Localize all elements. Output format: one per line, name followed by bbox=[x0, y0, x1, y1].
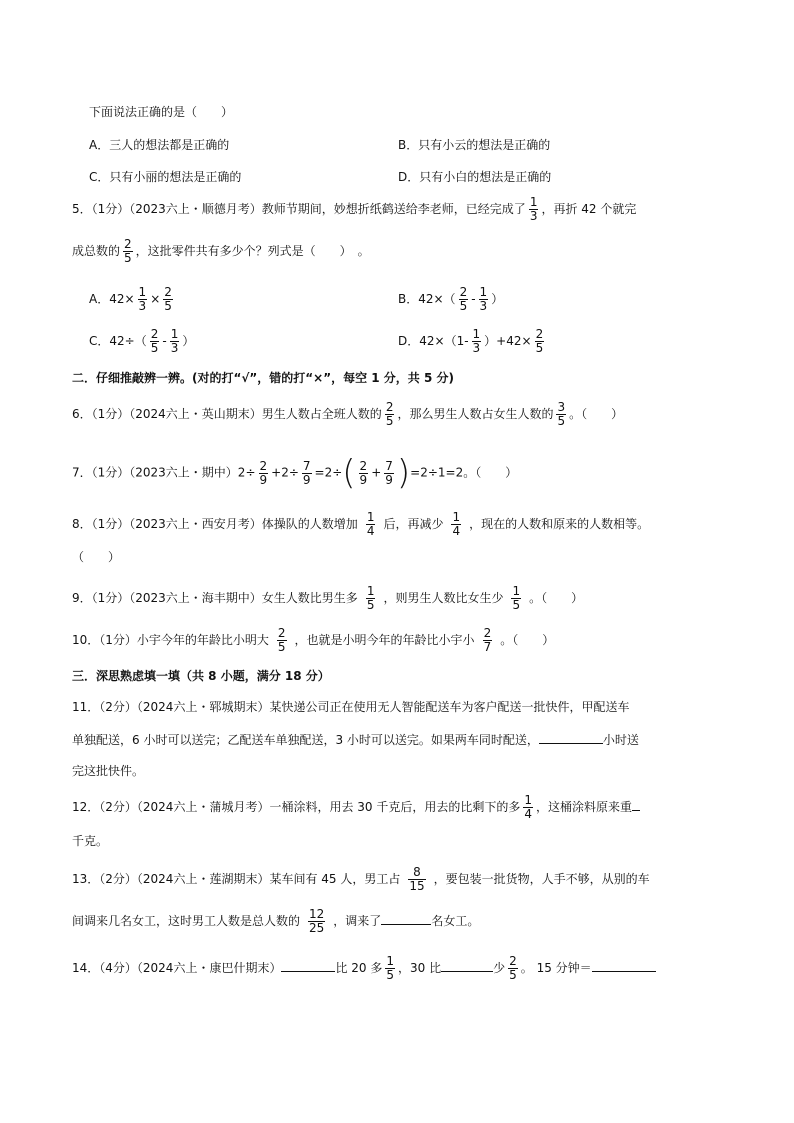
option-b[interactable]: B．只有小云的想法是正确的 bbox=[398, 138, 551, 152]
option-c[interactable]: C．只有小丽的想法是正确的 bbox=[89, 170, 242, 184]
answer-blank[interactable] bbox=[632, 798, 640, 811]
question-5-line1: 5．（1分）（2023六上・顺德月考）教师节期间，妙想折纸鹤送给李老师，已经完成了 $\frac{1}{3}$ ，再折 42 个就完 bbox=[72, 195, 637, 223]
option-d[interactable]: D．只有小白的想法是正确的 bbox=[398, 170, 552, 184]
section-2-title: 二．仔细推敲辨一辨。(对的打“√”，错的打“×”，每空 1 分，共 5 分) bbox=[72, 371, 454, 385]
q5-option-a[interactable]: A．42× $\frac{1}{3}$ × $\frac{2}{5}$ bbox=[89, 285, 172, 313]
question-14: 14．（4分）（2024六上・康巴什期末） 比 20 多 $\frac{1}{5}$ ，30 比 少 $\frac{2}{5}$ 。 15 分钟＝ bbox=[72, 955, 656, 982]
question-11-line1: 11．（2分）（2024六上・郓城期末）某快递公司正在使用无人智能配送车为客户配送一批快件，甲配送车 bbox=[72, 700, 630, 714]
option-a[interactable]: A．三人的想法都是正确的 bbox=[89, 138, 230, 152]
question-11-line3: 完这批快件。 bbox=[72, 764, 145, 778]
answer-blank[interactable] bbox=[281, 959, 335, 972]
q5-option-d[interactable]: D．42×（1- $\frac{1}{3}$ ）+42× $\frac{2}{5}$ bbox=[398, 327, 544, 355]
question-6: 6．（1分）（2024六上・英山期末）男生人数占全班人数的 $\frac{2}{5}$ ，那么男生人数占女生人数的 $\frac{3}{5}$ 。（ ） bbox=[72, 400, 624, 428]
question-13-line2: 间调来几名女工，这时男工人数是总人数的 $\frac{12}{25}$ ，调来了 名女工。 bbox=[72, 907, 480, 935]
answer-blank[interactable] bbox=[381, 912, 431, 925]
q5-option-b[interactable]: B．42×（ $\frac{2}{5}$ - $\frac{1}{3}$ ） bbox=[398, 285, 504, 313]
fraction: $\frac{2}{5}$ bbox=[124, 237, 132, 265]
answer-blank[interactable] bbox=[441, 959, 493, 972]
question-8: 8．（1分）（2023六上・西安月考）体操队的人数增加 $\frac{1}{4}$ 后，再减少 $\frac{1}{4}$ ，现在的人数和原来的人数相等。 bbox=[72, 510, 650, 538]
question-13-line1: 13．（2分）（2024六上・莲湖期末）某车间有 45 人，男工占 $\frac{8}{15}$ ，要包装一批货物，人手不够，从别的车 bbox=[72, 865, 650, 893]
question-5-line2: 成总数的 $\frac{2}{5}$ ，这批零件共有多少个？列式是（ ） 。 bbox=[72, 237, 370, 265]
question-12-line2: 千克。 bbox=[72, 834, 109, 848]
question-10: 10．（1分）小宇今年的年龄比小明大 $\frac{2}{5}$ ，也就是小明今年的年龄比小宇小 $\frac{2}{7}$ 。（ ） bbox=[72, 626, 555, 654]
question-11-line2: 单独配送，6 小时可以送完；乙配送车单独配送，3 小时可以送完。如果两车同时配送， 小时送 bbox=[72, 733, 639, 747]
answer-blank[interactable] bbox=[539, 731, 603, 744]
answer-blank[interactable] bbox=[592, 959, 656, 972]
question-stem: 下面说法正确的是（ ） bbox=[89, 105, 234, 119]
fraction: $\frac{1}{3}$ bbox=[529, 195, 538, 223]
q5-option-c[interactable]: C．42÷（ $\frac{2}{5}$ - $\frac{1}{3}$ ） bbox=[89, 327, 195, 355]
section-3-title: 三．深思熟虑填一填（共 8 小题，满分 18 分） bbox=[72, 669, 330, 683]
question-7: 7．（1分）（2023六上・期中）2÷ $\frac{2}{9}$ +2÷ $\frac{7}{9}$ =2÷( $\frac{2}{9}$ + $\frac{7}{9}$ )=2÷1=2。（ ） bbox=[72, 453, 518, 493]
question-9: 9．（1分）（2023六上・海丰期中）女生人数比男生多 $\frac{1}{5}$ ，则男生人数比女生少 $\frac{1}{5}$ 。（ ） bbox=[72, 584, 584, 612]
question-12: 12．（2分）（2024六上・蒲城月考）一桶涂料，用去 30 千克后，用去的比剩下的多 $\frac{1}{4}$ ，这桶涂料原来重 bbox=[72, 794, 640, 821]
question-8-paren[interactable]: （ ） bbox=[72, 550, 121, 564]
